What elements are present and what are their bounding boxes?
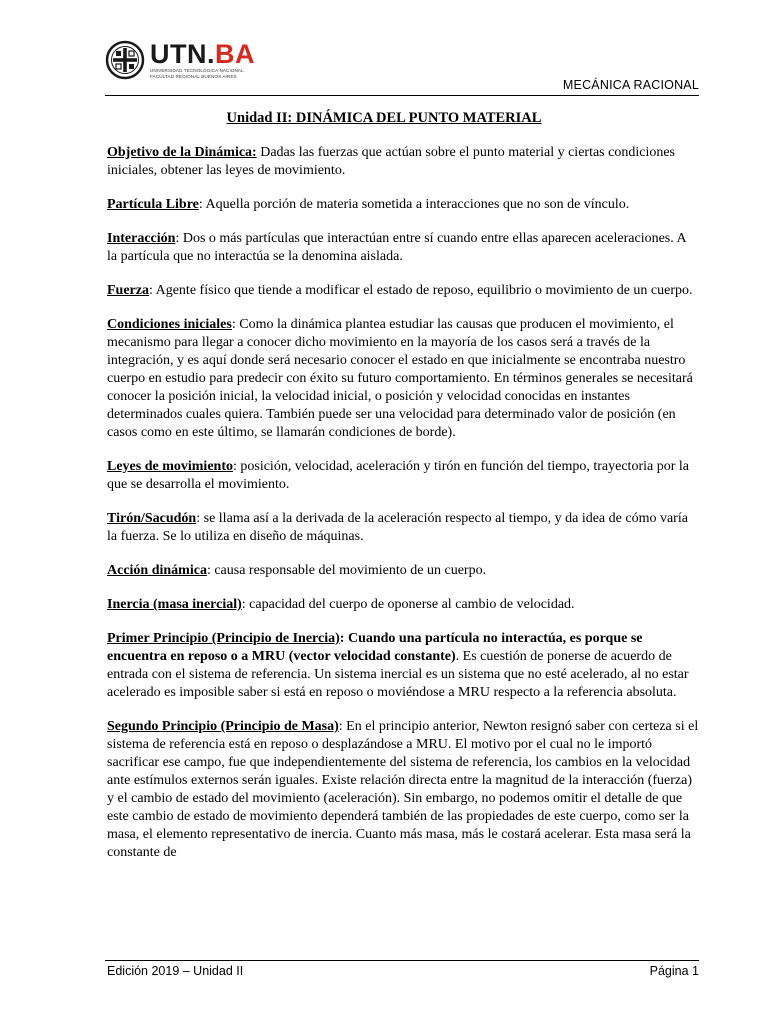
definition: : Agente físico que tiende a modificar el estado de reposo, equilibrio o movimiento de un cuerpo. bbox=[148, 283, 693, 298]
paragraph-leyes-movimiento bbox=[107, 458, 699, 494]
term: Leyes de movimiento bbox=[107, 459, 233, 474]
principle-statement: Cuando una partícula no interactúa, es porque se encuentra en reposo o a MRU (vector velocidad constante) bbox=[107, 631, 643, 664]
term: Partícula Libre bbox=[107, 197, 199, 212]
document-body bbox=[107, 144, 699, 878]
separator: : bbox=[339, 631, 348, 646]
utn-emblem-icon bbox=[105, 40, 145, 80]
paragraph-inercia bbox=[107, 596, 699, 614]
term: Interacción bbox=[107, 231, 176, 246]
term: Condiciones iniciales bbox=[107, 317, 232, 332]
footer-divider bbox=[105, 960, 699, 961]
definition: : causa responsable del movimiento de un cuerpo. bbox=[206, 563, 487, 578]
definition: : Aquella porción de materia sometida a interacciones que no son de vínculo. bbox=[198, 197, 630, 212]
paragraph-interaccion bbox=[107, 230, 699, 266]
logo-wordmark: UTN.BA bbox=[150, 39, 256, 69]
term: Fuerza bbox=[107, 283, 149, 298]
paragraph-tiron bbox=[107, 510, 699, 546]
paragraph-fuerza bbox=[107, 282, 699, 300]
paragraph-segundo-principio bbox=[107, 718, 699, 862]
page-header bbox=[105, 40, 699, 95]
paragraph-objetivo bbox=[107, 144, 699, 180]
definition: : posición, velocidad, aceleración y tirón en función del tiempo, trayectoria por la que se desarrolla el movimiento. bbox=[107, 459, 689, 492]
page-footer bbox=[107, 964, 699, 978]
definition: Dadas las fuerzas que actúan sobre el punto material y ciertas condiciones iniciales, obtener las leyes de movimiento. bbox=[107, 145, 675, 178]
logo-faculty-name: FACULTAD REGIONAL BUENOS AIRES bbox=[150, 73, 237, 79]
page-title: Unidad II: DINÁMICA DEL PUNTO MATERIAL bbox=[226, 110, 542, 126]
definition: : En el principio anterior, Newton resignó saber con certeza si el sistema de referencia está en reposo o desplazándose a MRU. El motivo por el cual no le importó sacrificar ese campo, fue que independientemente del sistema de referencia, los cambios en la velocidad ante estímulos externos serán iguales. Existe relación directa entre la magnitud de la interacción (fuerza) y el cambio de estado del movimiento (aceleración). Sin embargo, no podemos omitir el detalle de que este cambio de estado de movimiento dependerá también de las propiedades de este cuerpo, como ser la masa, el elemento representativo de inercia. Cuanto más masa, más le costará acelerar. Esta masa será la constante de bbox=[107, 719, 699, 860]
subject-name: MECÁNICA RACIONAL bbox=[562, 78, 699, 92]
paragraph-particula-libre bbox=[107, 196, 699, 214]
definition: . Es cuestión de ponerse de acuerdo de entrada con el sistema de referencia. Un sistema inercial es un sistema que no esté acelerado, al no estar acelerado es imposible saber si está en reposo o moviéndose a MRU respecto a la referencia absoluta. bbox=[107, 649, 689, 700]
paragraph-condiciones-iniciales bbox=[107, 316, 699, 442]
definition: : se llama así a la derivada de la aceleración respecto al tiempo, y da idea de cómo varía la fuerza. Se lo utiliza en diseño de máquinas. bbox=[107, 511, 688, 544]
term: Primer Principio (Principio de Inercia) bbox=[107, 631, 340, 646]
definition: : capacidad del cuerpo de oponerse al cambio de velocidad. bbox=[241, 597, 575, 612]
definition: : Como la dinámica plantea estudiar las causas que producen el movimiento, el mecanismo para llegar a conocer dicho movimiento en la mayoría de los casos será a través de la integración, y es aquí donde será necesario conocer el estado en que inicialmente se encontraba nuestro cuerpo en estudio para predecir con éxito su futuro comportamiento. En términos generales se necesitará conocer la posición inicial, la velocidad inicial, o posición y velocidad conocidas en instantes determinados cuales quiera. También puede ser una velocidad para determinado valor de posición (en casos como en este último, se llamarán condiciones de borde). bbox=[107, 317, 693, 440]
edition-label: Edición 2019 – Unidad II bbox=[107, 964, 244, 978]
term: Objetivo de la Dinámica: bbox=[107, 145, 257, 160]
term: Segundo Principio (Principio de Masa) bbox=[107, 719, 339, 734]
header-divider bbox=[105, 95, 699, 96]
paragraph-accion-dinamica bbox=[107, 562, 699, 580]
page-number: Página 1 bbox=[649, 964, 699, 978]
paragraph-primer-principio bbox=[107, 630, 699, 702]
definition: : Dos o más partículas que interactúan entre sí cuando entre ellas aparecen aceleraciones. A la partícula que no interactúa se la denomina aislada. bbox=[107, 231, 686, 264]
term: Inercia (masa inercial) bbox=[107, 597, 242, 612]
logo-university-name: UNIVERSIDAD TECNOLÓGICA NACIONAL bbox=[150, 68, 244, 73]
utn-ba-logo bbox=[105, 40, 255, 80]
term: Acción dinámica bbox=[107, 563, 207, 578]
term: Tirón/Sacudón bbox=[107, 511, 197, 526]
